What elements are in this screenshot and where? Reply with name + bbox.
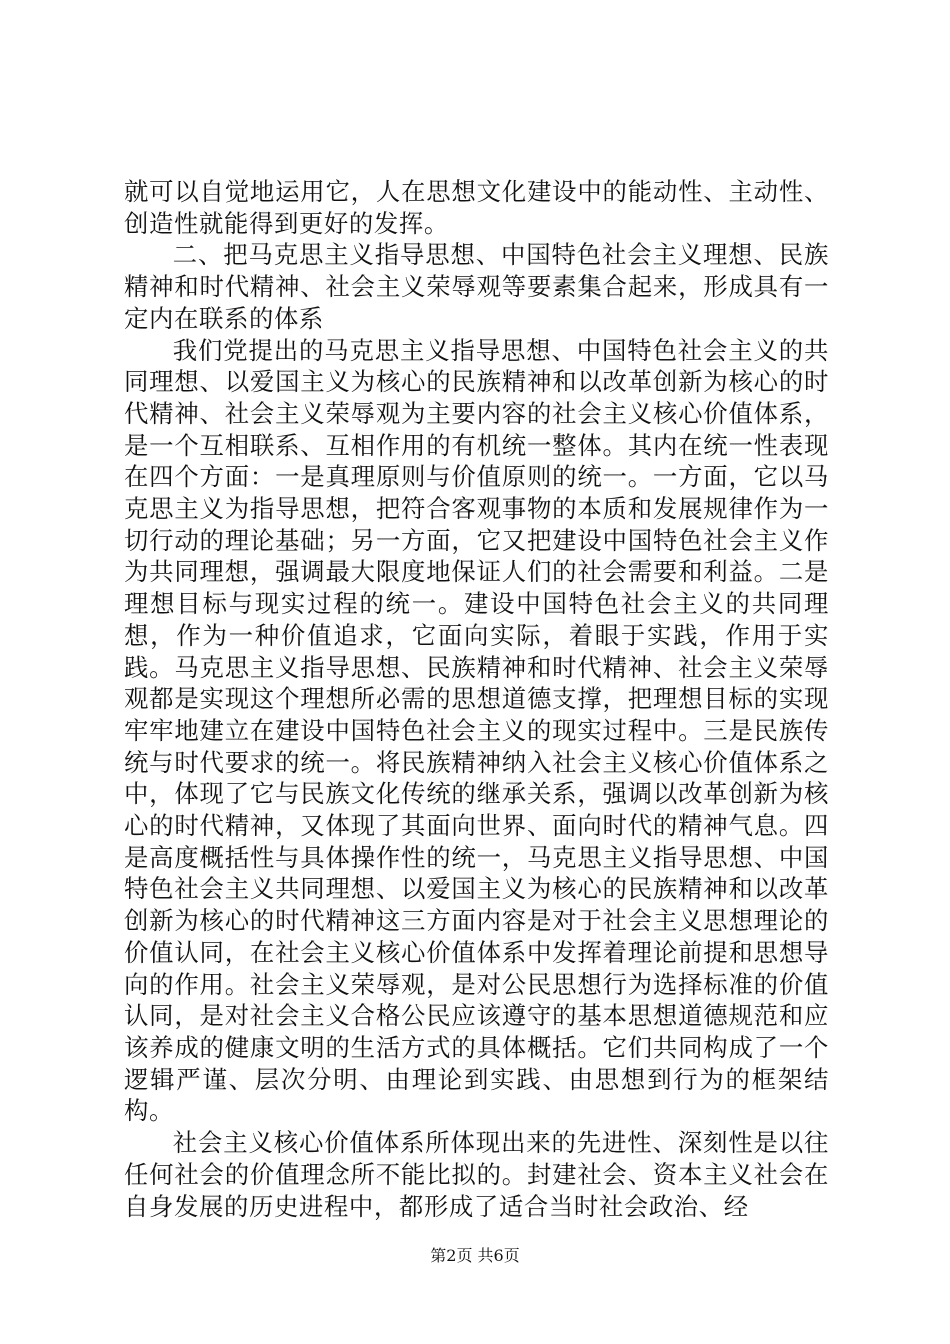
section-heading: 二、把马克思主义指导思想、中国特色社会主义理想、民族精神和时代精神、社会主义荣辱观等要素集合起来，形成具有一定内在联系的体系 bbox=[124, 240, 829, 333]
body-text bbox=[124, 176, 829, 1222]
page-number-footer: 第2页 共6页 bbox=[430, 1246, 520, 1265]
paragraph-continuation: 就可以自觉地运用它，人在思想文化建设中的能动性、主动性、创造性就能得到更好的发挥。 bbox=[124, 177, 829, 238]
paragraph-core-values: 我们党提出的马克思主义指导思想、中国特色社会主义的共同理想、以爱国主义为核心的民族精神和以改革创新为核心的时代精神、社会主义荣辱观为主要内容的社会主义核心价值体系，是一个互相联系、互相作用的有机统一整体。其内在统一性表现在四个方面：一是真理原则与价值原则的统一。一方面，它以马克思主义为指导思想，把符合客观事物的本质和发展规律作为一切行动的理论基础；另一方面，它又把建设中国特色社会主义作为共同理想，强调最大限度地保证人们的社会需要和利益。二是理想目标与现实过程的统一。建设中国特色社会主义的共同理想，作为一种价值追求，它面向实际，着眼于实践，作用于实践。马克思主义指导思想、民族精神和时代精神、社会主义荣辱观都是实现这个理想所必需的思想道德支撑，把理想目标的实现牢牢地建立在建设中国特色社会主义的现实过程中。三是民族传统与时代要求的统一。将民族精神纳入社会主义核心价值体系之中，体现了它与民族文化传统的继承关系，强调以改革创新为核心的时代精神，又体现了其面向世界、面向时代的精神气息。四是高度概括性与具体操作性的统一，马克思主义指导思想、中国特色社会主义共同理想、以爱国主义为核心的民族精神和以改革创新为核心的时代精神这三方面内容是对于社会主义思想理论的价值认同，在社会主义核心价值体系中发挥着理论前提和思想导向的作用。社会主义荣辱观，是对公民思想行为选择标准的价值认同，是对社会主义合格公民应该遵守的基本思想道德规范和应该养成的健康文明的生活方式的具体概括。它们共同构成了一个逻辑严谨、层次分明、由理论到实践、由思想到行为的框架结构。 bbox=[124, 335, 829, 1126]
paragraph-advancement: 社会主义核心价值体系所体现出来的先进性、深刻性是以往任何社会的价值理念所不能比拟的。封建社会、资本主义社会在自身发展的历史进程中，都形成了适合当时社会政治、经 bbox=[124, 1128, 829, 1221]
